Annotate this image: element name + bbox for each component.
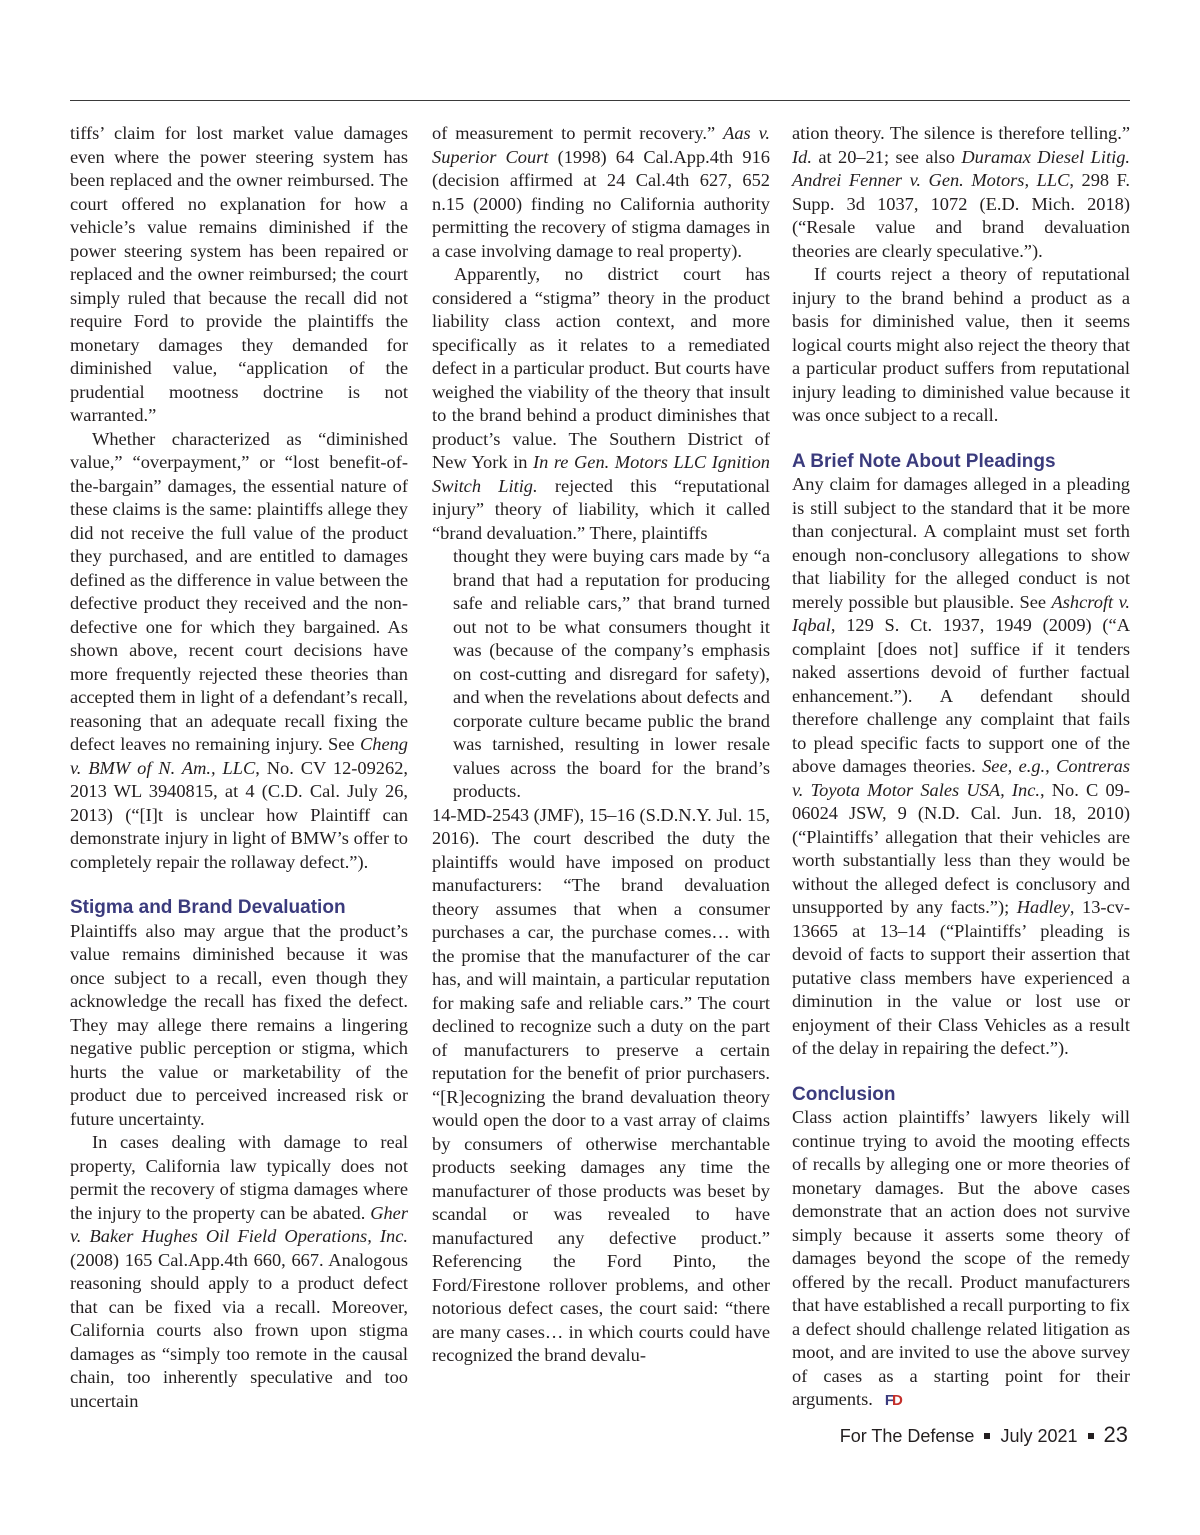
case-citation: Aas v. Superior Court bbox=[432, 123, 770, 167]
paragraph: 14-MD-2543 (JMF), 15–16 (S.D.N.Y. Jul. 15, 2016). The court described the duty the plaintiffs would have imposed on product manufacturers: “The brand devaluation theory assumes that when a consumer purchases a car, the purchase comes… with the promise that the manufacturer of the car has, and will maintain, a particular reputation for making safe and reliable cars.” The court declined to recognize such a duty on the part of manufacturers to preserve a certain reputation for the benefit of prior purchasers. “[R]ecognizing the brand devaluation theory would open the door to a vast array of claims by consumers of otherwise merchantable products seeking damages any time the manufacturer of those products was beset by scandal or was revealed to have manufactured any defective product.” Referencing the Ford Pinto, the Ford/Firestone rollover problems, and other notorious defect cases, the court said: “there are many cases… in which courts could have recognized the brand devalu- bbox=[432, 804, 770, 1365]
page-footer bbox=[840, 1422, 1128, 1448]
paragraph: of measurement to permit recovery.” Aas v. Superior Court (1998) 64 Cal.App.4th 916 (decision affirmed at 24 Cal.4th 627, 652 n.15 (2000) finding no California authority permitting the recovery of stigma damages in a case involving damage to real property). bbox=[432, 123, 770, 261]
case-citation: Gher v. Baker Hughes Oil Field Operations, Inc. bbox=[70, 1202, 408, 1246]
separator-square-icon bbox=[984, 1433, 990, 1439]
publication-name: For The Defense bbox=[839, 1426, 975, 1446]
block-quote: thought they were buying cars made by “a brand that had a reputation for producing safe and reliable cars,” that brand turned out not to be what consumers thought it was (because of the company’s emphasis on cost-cutting and disregard for safety), and when the revelations about defects and corporate culture became public the brand was tarnished, resulting in lower resale values across the board for the brand’s products. bbox=[453, 546, 770, 801]
paragraph: Whether characterized as “diminished value,” “overpayment,” or “lost benefit-of-the-bargain” damages, the essential nature of these claims is the same: plaintiffs allege they did not receive the full value of the product they purchased, and are entitled to damages defined as the difference in value between the defective product they received and the non-defective one for which they bargained. As shown above, recent court decisions have more frequently rejected these theories than accepted them in light of a defendant’s recall, reasoning that an adequate recall fixing the defect leaves no remaining injury. See Cheng v. BMW of N. Am., LLC, No. CV 12-09262, 2013 WL 3940815, at 4 (C.D. Cal. July 26, 2013) (“[I]t is unclear how Plaintiff can demonstrate injury in light of BMW’s offer to completely repair the rollaway defect.”). bbox=[70, 428, 408, 872]
case-citation: In re Gen. Motors LLC Ignition Switch Litig. bbox=[432, 452, 770, 496]
fd-logo: FD bbox=[884, 1392, 901, 1409]
case-citation: Hadley bbox=[1016, 897, 1070, 917]
paragraph: If courts reject a theory of reputational injury to the brand behind a product as a basis for diminished value, then it seems logical courts might also reject the theory that a particular product suffers from reputational injury leading to diminished value because it was once subject to a recall. bbox=[792, 264, 1130, 425]
paragraph: tiffs’ claim for lost market value damages even where the power steering system has been replaced and the owner reimbursed. The court offered no explanation for how a vehicle’s value remains diminished if the power steering system has been repaired or replaced and the owner reimbursed; the court simply ruled that because the recall did not require Ford to provide the plaintiffs the monetary damages they demanded for diminished value, “application of the prudential mootness doctrine is not warranted.” bbox=[70, 123, 408, 425]
case-citation: See, e.g., Contreras v. Toyota Motor Sales USA, Inc. bbox=[792, 756, 1130, 800]
section-heading: Conclusion bbox=[792, 1083, 896, 1105]
column-2 bbox=[432, 122, 770, 1368]
case-citation: Ashcroft v. Iqbal bbox=[792, 591, 1130, 635]
paragraph: Any claim for damages alleged in a pleading is still subject to the standard that it be more than conjectural. A complaint must set forth enough non-conclusory allegations to show that liability for the alleged conduct is not merely possible but plausible. See Ashcroft v. Iqbal, 129 S. Ct. 1937, 1949 (2009) (“A complaint [does not] suffice if it tenders naked assertions devoid of further factual enhancement.”). A defendant should therefore challenge any complaint that fails to plead specific facts to support one of the above damages theories. See, e.g., Contreras v. Toyota Motor Sales USA, Inc., No. C 09-06024 JSW, 9 (N.D. Cal. Jun. 18, 2010) (“Plaintiffs’ allegation that their vehicles are worth substantially less than they would be without the alleged defect is conclusory and unsupported by any facts.”); Hadley, 13-cv-13665 at 13–14 (“Plaintiffs’ pleading is devoid of facts to support their assertion that putative class members have experienced a diminution in the value or lost use or enjoyment of their Class Vehicles as a result of the delay in repairing the defect.”). bbox=[792, 474, 1130, 1058]
case-citation: Id. bbox=[792, 146, 812, 167]
section-heading: Stigma and Brand Devaluation bbox=[70, 897, 346, 918]
column-3 bbox=[792, 122, 1130, 1413]
case-citation: Duramax Diesel Litig. Andrei Fenner v. Gen. Motors, LLC bbox=[792, 146, 1131, 190]
issue-date: July 2021 bbox=[1000, 1426, 1078, 1446]
paragraph: Apparently, no district court has considered a “stigma” theory in the product liability class action context, and more specifically as it relates to a remediated defect in a particular product. But courts have weighed the viability of the theory that insult to the brand behind a product diminishes that product’s value. The Southern District of New York in In re Gen. Motors LLC Ignition Switch Litig. rejected this “reputational injury” theory of liability, which it called “brand devaluation.” There, plaintiffs bbox=[432, 264, 770, 543]
column-1 bbox=[70, 122, 408, 1413]
section-heading: A Brief Note About Pleadings bbox=[792, 450, 1056, 472]
paragraph: Plaintiffs also may argue that the product’s value remains diminished because it was once subject to a recall, even though they acknowledge the recall has fixed the defect. They may allege there remains a lingering negative public perception or stigma, which hurts the value or marketability of the product due to perceived increased risk or future uncertainty. bbox=[70, 920, 408, 1129]
page-number: 23 bbox=[1103, 1422, 1128, 1447]
header-rule bbox=[70, 100, 1130, 101]
separator-square-icon bbox=[1088, 1433, 1094, 1439]
paragraph: ation theory. The silence is therefore telling.” Id. at 20–21; see also Duramax Diesel Litig. Andrei Fenner v. Gen. Motors, LLC, 298 F. Supp. 3d 1037, 1072 (E.D. Mich. 2018) (“Resale value and brand devaluation theories are clearly speculative.”). bbox=[792, 123, 1131, 261]
case-citation: Cheng v. BMW of N. Am., LLC bbox=[70, 734, 408, 778]
paragraph: In cases dealing with damage to real property, California law typically does not permit the recovery of stigma damages where the injury to the property can be abated. Gher v. Baker Hughes Oil Field Operations, Inc. (2008) 165 Cal.App.4th 660, 667. Analogous reasoning should apply to a product defect that can be fixed via a recall. Moreover, California courts also frown upon stigma damages as “simply too remote in the causal chain, too inherently speculative and too uncertain bbox=[70, 1132, 408, 1411]
paragraph: Class action plaintiffs’ lawyers likely will continue trying to avoid the mooting effects of recalls by alleging one or more theories of monetary damages. But the above cases demonstrate that an action does not survive simply because it asserts some theory of damages beyond the scope of the remedy offered by the recall. Product manufacturers that have established a recall purporting to fix a defect should challenge related litigation as moot, and are invited to use the above survey of cases as a starting point for their arguments. FD bbox=[792, 1107, 1130, 1409]
